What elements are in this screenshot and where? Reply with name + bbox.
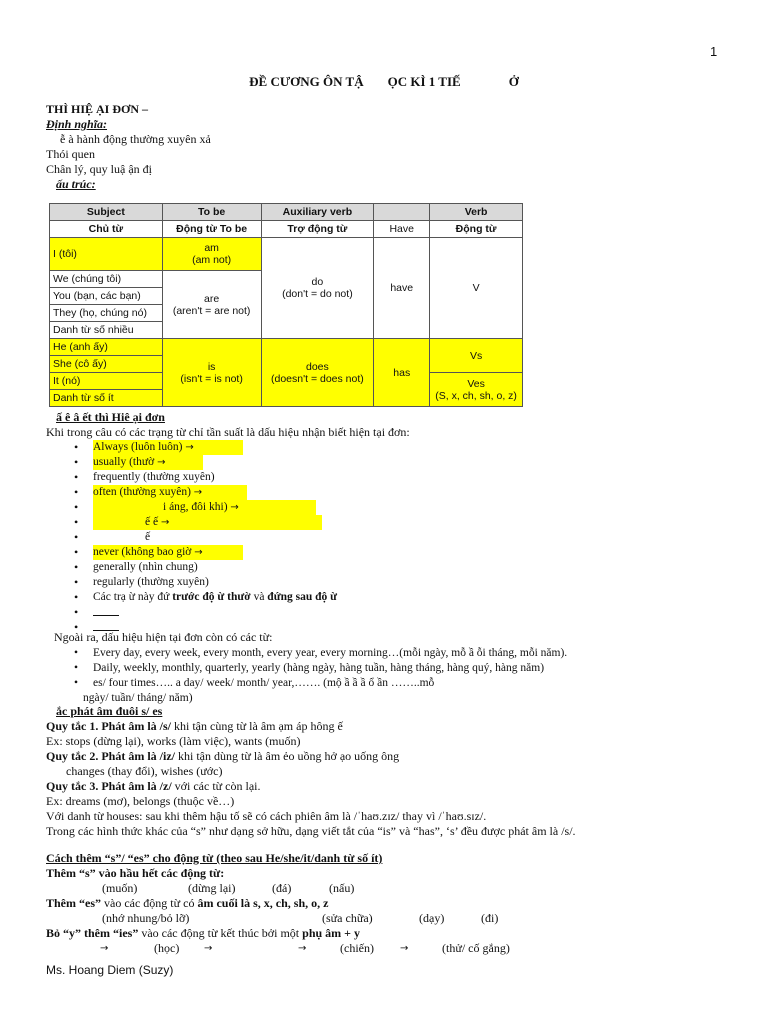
definition-label: Định nghĩa: (46, 117, 108, 131)
list-item: • ế ế → (74, 515, 337, 530)
definition-line: ễ à hành động thường xuyên xả (60, 132, 211, 146)
table-header-cell: To be (162, 204, 261, 221)
document-title: ĐỀ CƯƠNG ÔN TẬ ỌC KÌ 1 TIẾ Ở (249, 74, 519, 89)
rule1-example: Ex: stops (dừng lại), works (làm việc), wants (muốn) (46, 734, 301, 748)
blank-line (93, 605, 119, 616)
aux-cell: does (doesn't = does not) (261, 339, 374, 407)
table-header-cell: Have (374, 221, 430, 238)
adding-rule2: Thêm “es” vào các động từ có âm cuối là s, x, ch, sh, o, z (46, 896, 329, 910)
table-header-cell: Subject (50, 204, 163, 221)
list-item: • never (không bao giờ → (74, 545, 337, 560)
list-item: • Every day, every week, every month, every year, every morning…(mỗi ngày, mỗ ầ ỗi tháng, mỗi năm). (74, 646, 567, 661)
footer-author: Ms. Hoang Diem (Suzy) (46, 963, 174, 977)
aux-cell: do (don't = do not) (261, 238, 374, 339)
subject-cell: We (chúng tôi) (50, 271, 163, 288)
list-item: • generally (nhìn chung) (74, 560, 337, 575)
subject-cell: I (tôi) (50, 238, 163, 271)
list-item: • Daily, weekly, monthly, quarterly, yearly (hàng ngày, hàng tuần, hàng tháng, hàng quý, hàng năm) (74, 661, 567, 676)
adding-rule1: Thêm “s” vào hầu hết các động từ: (46, 866, 225, 880)
list-item: • frequently (thường xuyên) (74, 470, 337, 485)
rule3-example: Ex: dreams (mơ), belongs (thuộc về…) (46, 794, 235, 808)
be-cell: are (aren't = are not) (162, 271, 261, 339)
be-cell: am (am not) (162, 238, 261, 271)
arrow-right-icon: → (230, 502, 239, 513)
table-header-cell: Verb (430, 204, 523, 221)
arrow-right-icon: → (400, 943, 409, 954)
verb-cell: Vs (430, 339, 523, 373)
list-item: • usually (thườ → (74, 455, 337, 470)
arrow-right-icon: → (204, 943, 213, 954)
rule2: Quy tắc 2. Phát âm là /iz/ khi tận dùng từ là âm ẻo uồng hở ạo uống ông (46, 749, 400, 763)
table-header-cell: Động từ (430, 221, 523, 238)
table-row (50, 339, 523, 356)
list-item (74, 605, 337, 620)
pronunciation-heading: ắc phát âm đuôi s/ es (56, 704, 163, 718)
signs-heading: ấ ê â ết thì Hiê ại đơn (56, 410, 165, 424)
subject-cell: Danh từ số nhiều (50, 322, 163, 339)
note-houses: Với danh từ houses: sau khi thêm hậu tố sẽ có cách phiên âm là /ˈhaʊ.zɪz/ thay vì /ˈhaʊ.sɪz/. (46, 809, 487, 823)
grammar-table (49, 203, 523, 407)
table-header-cell (374, 204, 430, 221)
verb-cell: V (430, 238, 523, 339)
adverb-list (74, 440, 337, 635)
other-signs-intro: Ngoài ra, dấu hiệu hiện tại đơn còn có các từ: (54, 630, 273, 644)
list-item: • ế (74, 530, 337, 545)
adding-rule3: Bỏ “y” thêm “ies” vào các động từ kết thúc bởi một phụ âm + y (46, 926, 360, 940)
arrow-right-icon: → (185, 442, 194, 453)
verb-cell: Ves (S, x, ch, sh, o, z) (430, 373, 523, 407)
have-cell: has (374, 339, 430, 407)
table-row (50, 238, 523, 271)
subject-cell: Danh từ số ít (50, 390, 163, 407)
table-header-cell: Động từ To be (162, 221, 261, 238)
table-header-cell: Auxiliary verb (261, 204, 374, 221)
adding-s-heading: Cách thêm “s”/ “es” cho động từ (theo sau He/she/it/danh từ số ít) (46, 851, 383, 865)
rule2-example: changes (thay đổi), wishes (ước) (66, 764, 223, 778)
arrow-right-icon: → (157, 457, 166, 468)
table-header-row (50, 221, 523, 238)
subject-cell: It (nó) (50, 373, 163, 390)
list-item: • Always (luôn luôn) → (74, 440, 337, 455)
note-possessive: Trong các hình thức khác của “s” như dạng sở hữu, dạng viết tắt của “is” và “has”, ‘s’ đều được phát âm là /s/. (46, 824, 576, 838)
list-item: • i áng, đôi khi) → (74, 500, 337, 515)
rule1: Quy tắc 1. Phát âm là /s/ khi tận cùng từ là âm ạm áp hông ế (46, 719, 343, 733)
position-note: • Các trạ ừ này đứ trước độ ừ thườ và đứng sau độ ừ (74, 590, 337, 605)
page-number: 1 (710, 44, 718, 59)
table-header-cell: Trợ động từ (261, 221, 374, 238)
list-item: • es/ four times….. a day/ week/ month/ year,……. (mộ ầ ầ ầ ổ ần ……..mỗ ngày/ tuần/ tháng/ năm) (74, 676, 567, 706)
have-cell: have (374, 238, 430, 339)
table-header-row (50, 204, 523, 221)
rule3: Quy tắc 3. Phát âm là /z/ với các từ còn lại. (46, 779, 261, 793)
definition-line: Thói quen (46, 147, 95, 161)
table-header-cell: Chủ từ (50, 221, 163, 238)
subject-cell: You (bạn, các bạn) (50, 288, 163, 305)
arrow-right-icon: → (160, 517, 170, 528)
arrow-right-icon: → (194, 547, 203, 558)
list-item: • regularly (thường xuyên) (74, 575, 337, 590)
arrow-right-icon: → (298, 943, 307, 954)
list-item: • often (thường xuyên) → (74, 485, 337, 500)
arrow-right-icon: → (100, 943, 109, 954)
arrow-right-icon: → (193, 487, 203, 498)
definition-line: Chân lý, quy luậ ận đị (46, 162, 152, 176)
structure-label: ấu trúc: (56, 177, 96, 191)
subject-cell: They (họ, chúng nó) (50, 305, 163, 322)
be-cell: is (isn't = is not) (162, 339, 261, 407)
other-signs-list (74, 646, 567, 706)
subject-cell: He (anh ấy) (50, 339, 163, 356)
signs-intro: Khi trong câu có các trạng từ chỉ tần suất là dấu hiệu nhận biết hiện tại đơn: (46, 425, 410, 439)
subject-cell: She (cô ấy) (50, 356, 163, 373)
section-heading-simple-present: THÌ HIỆ ẠI ĐƠN – (46, 102, 149, 116)
